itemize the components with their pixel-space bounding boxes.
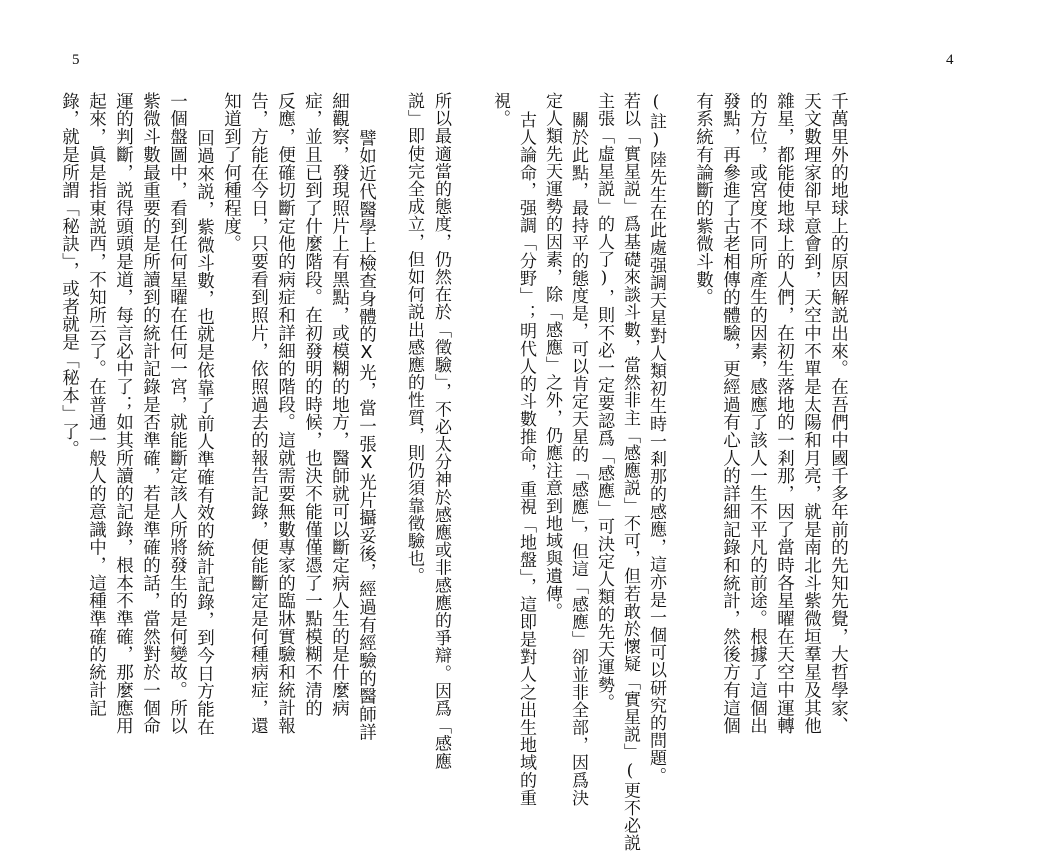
note-column: 關於此點，最持平的態度是，可以肯定天星的「感應」，但這「感應」卻並非全部，因爲決 [568, 111, 588, 807]
text-column: 運的判斷，説得頭頭是道，每言必中了；如其所讀的記錄，根本不準確，那麼應用 [113, 92, 134, 735]
text-column: 錄，就是所謂「秘訣」，或者就是「秘本」了。 [59, 92, 80, 459]
text-column: 一個盤圖中，看到任何星曜在任何一宮，就能斷定該人所將發生的是何變故。所以 [167, 92, 188, 735]
text-column: 回過來説，紫微斗數，也就是依靠了前人準確有效的統計記錄，到今日方能在 [194, 129, 215, 736]
note-column: 古人論命，强調「分野」；明代人的斗數推命，重視「地盤」，這即是對人之出生地域的重 [516, 111, 536, 807]
note-column: 若以「實星説」爲基礎來談斗數，當然非主「感應説」不可，但若敢於懷疑「實星説」(更不必説 [620, 92, 640, 852]
note-column: 所以最適當的態度，仍然在於「徵驗」，不必太分神於感應或非感應的爭辯。因爲「感應 [431, 92, 451, 770]
text-column: 譬如近代醫學上檢查身體的X光，當一張X光片攝妥後，經過有經驗的醫師詳 [356, 129, 377, 741]
text-column: 有系統有論斷的紫微斗數。 [693, 92, 714, 307]
text-column: 發點，再參進了古老相傳的體驗，更經過有心人的詳細記錄和統計，然後方有這個 [720, 92, 741, 735]
note-column: 定人類先天運勢的因素，除「感應」之外，仍應注意到地域與遺傳。 [542, 92, 562, 620]
note-column: (註)陸先生在此處强調天星對人類初生時一剎那的感應，這亦是一個可以研究的問題。 [646, 92, 666, 785]
note-column: 視。 [490, 92, 510, 128]
text-column: 症，並且已到了什麼階段。在初發明的時候，也決不能僅僅憑了一點模糊不清的 [302, 92, 323, 717]
text-column: 起來，眞是指東説西，不知所云了。在普通一般人的意識中，這種準確的統計記 [86, 92, 107, 717]
text-column: 反應，便確切斷定他的病症和詳細的階段。這就需要無數專家的臨牀實驗和統計報 [275, 92, 296, 735]
text-column: 紫微斗數最重要的是所讀到的統計記錄是否準確，若是準確的話，當然對於一個命 [140, 92, 161, 735]
text-column: 細觀察，發現照片上有黑點，或模糊的地方，醫師就可以斷定病人生的是什麼病 [329, 92, 350, 717]
text-column: 的方位，或宮度不同所產生的因素，感應了該人一生不平凡的前途。根據了這個出 [747, 92, 768, 735]
text-column: 天文數理家卻早意會到，天空中不單是太陽和月亮，就是南北斗紫微垣羣星及其他 [801, 92, 822, 735]
page-number-left: 5 [72, 52, 80, 68]
text-column: 告，方能在今日，只要看到照片，依照過去的報告記錄，便能斷定是何種病症，還 [248, 92, 269, 735]
text-column: 雜星，都能使地球上的人們，在初生落地的一剎那，因了當時各星曜在天空中運轉 [774, 92, 795, 735]
text-column: 知道到了何種程度。 [221, 92, 242, 253]
text-column: 千萬里外的地球上的原因解説出來。在吾們中國千多年前的先知先覺，大哲學家、 [828, 92, 849, 735]
note-column: 主張「虛星説」的人了)，則不必一定要認爲「感應」可決定人類的先天運勢。 [594, 92, 614, 711]
page-number-right: 4 [946, 52, 954, 68]
note-column: 説」即使完全成立，但如何説出感應的性質，則仍須靠徵驗也。 [404, 92, 424, 585]
